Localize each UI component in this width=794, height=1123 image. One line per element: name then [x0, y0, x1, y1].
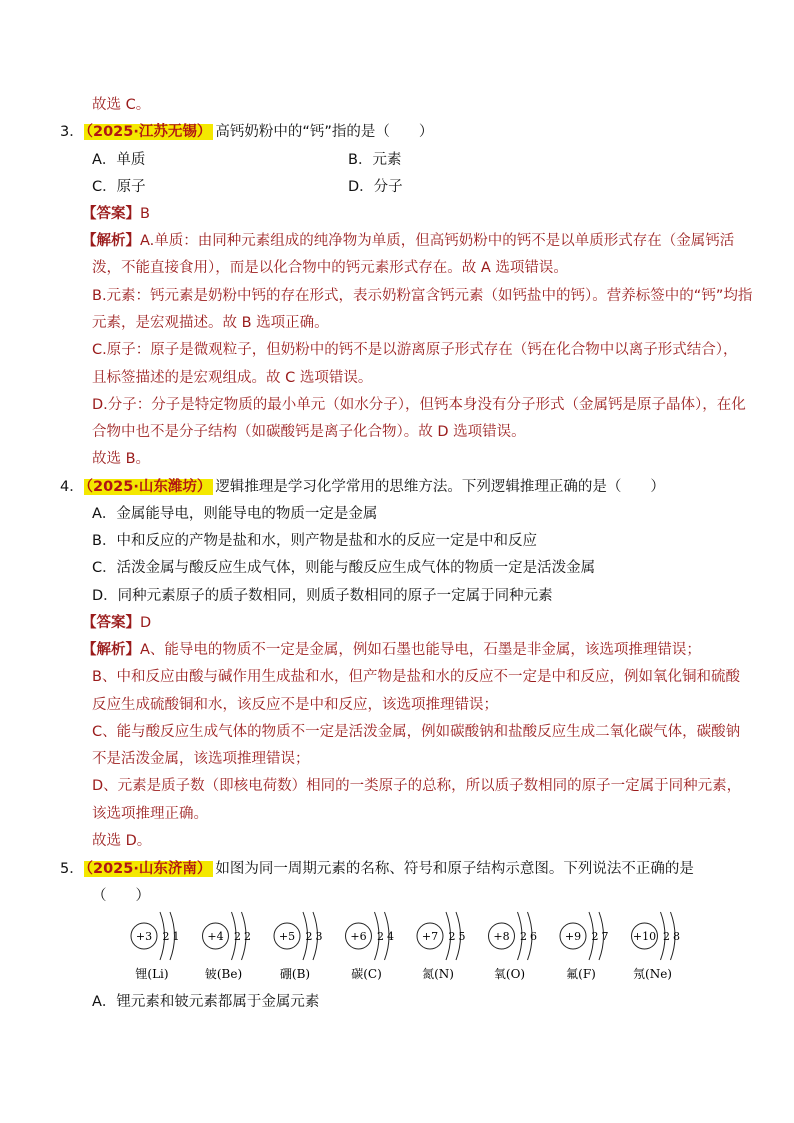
- atom-structure-0: [131, 912, 180, 981]
- shell-electron-count: 2: [448, 930, 456, 943]
- question-4-source-tag: （2025·山东潍坊）: [85, 479, 212, 495]
- shell-electron-count: 2: [377, 930, 384, 943]
- answer-value: D: [140, 615, 152, 631]
- atom-structure-1: [203, 912, 252, 981]
- nucleus-charge: +10: [632, 930, 657, 943]
- shell-electron-count: 2: [244, 930, 251, 943]
- question-5-blank: （ ）: [92, 888, 150, 904]
- shell-electron-count: 2: [162, 930, 170, 943]
- shell-electron-count: 5: [458, 930, 466, 943]
- analysis-label: 【解析】: [82, 642, 140, 658]
- atom-structure-2: [274, 912, 323, 981]
- question-4-option-d: D．同种元素原子的质子数相同，则质子数相同的原子一定属于同种元素: [92, 588, 553, 604]
- prev-conclusion: 故选 C。: [92, 97, 151, 113]
- question-3-option-d: D．分子: [348, 179, 403, 195]
- question-3-option-b: B．元素: [348, 152, 402, 168]
- question-4-option-b: B．中和反应的产物是盐和水，则产物是盐和水的反应一定是中和反应: [92, 533, 537, 549]
- answer-label: 【答案】: [82, 206, 140, 222]
- question-5-option-a: A．锂元素和铍元素都属于金属元素: [92, 994, 320, 1010]
- answer-value: B: [140, 206, 150, 222]
- element-name-label: 硼(B): [279, 967, 311, 981]
- shell-electron-count: 7: [601, 930, 609, 943]
- question-3-analysis-line-7: D.分子：分子是特定物质的最小单元（如水分子），但钙本身没有分子形式（金属钙是原子晶体），在化: [92, 397, 746, 413]
- nucleus-charge: +6: [350, 930, 367, 943]
- shell-electron-count: 2: [663, 930, 670, 943]
- analysis-text: A.单质：由同种元素组成的纯净物为单质，但高钙奶粉中的钙不是以单质形式存在（金属钙活: [140, 233, 735, 249]
- question-3-number: 3．: [60, 124, 84, 140]
- nucleus-charge: +9: [564, 930, 582, 943]
- question-5-stem-line: [60, 859, 694, 879]
- question-5-number: 5．: [60, 861, 84, 877]
- element-name-label: 氟(F): [566, 967, 596, 981]
- question-3-source-tag: （2025·江苏无锡）: [85, 124, 212, 140]
- question-4-analysis-line-6: D、元素是质子数（即核电荷数）相同的一类原子的总称，所以质子数相同的原子一定属于同种元素，: [92, 778, 742, 794]
- question-3-analysis-line-4: 元素，是宏观描述。故 B 选项正确。: [92, 315, 329, 331]
- atomic-structure-diagram: [120, 880, 700, 990]
- question-3-analysis-line-3: B.元素：钙元素是奶粉中钙的存在形式，表示奶粉富含钙元素（如钙盐中的钙）。营养标签中的“钙”均指: [92, 288, 753, 304]
- element-name-label: 铍(Be): [204, 967, 243, 981]
- element-name-label: 碳(C): [351, 967, 382, 981]
- question-4-option-c: C．活泼金属与酸反应生成气体，则能与酸反应生成气体的物质一定是活泼金属: [92, 560, 596, 576]
- atom-structure-7: [632, 912, 681, 981]
- question-3-analysis-line-2: 泼，不能直接食用），而是以化合物中的钙元素形式存在。故 A 选项错误。: [92, 260, 568, 276]
- atom-structure-5: [489, 912, 538, 981]
- element-name-label: 锂(Li): [135, 967, 169, 981]
- question-3-analysis-line-1: [82, 231, 734, 251]
- question-3-analysis-line-5: C.原子：原子是微观粒子，但奶粉中的钙不是以游离原子形式存在（钙在化合物中以离子形式结合），: [92, 342, 738, 358]
- nucleus-charge: +3: [135, 930, 153, 943]
- question-4-analysis-line-3: 反应生成硫酸铜和水，该反应不是中和反应，该选项推理错误；: [92, 697, 498, 713]
- question-3-conclusion: 故选 B。: [92, 451, 151, 467]
- question-4-conclusion: 故选 D。: [92, 833, 152, 849]
- question-4-answer: [82, 613, 151, 633]
- nucleus-charge: +4: [207, 930, 224, 943]
- shell-electron-count: 1: [172, 930, 180, 943]
- question-4-analysis-line-5: 不是活泼金属，该选项推理错误；: [92, 751, 310, 767]
- element-name-label: 氖(Ne): [633, 967, 672, 981]
- question-3-stem-line: [60, 122, 433, 142]
- shell-electron-count: 2: [305, 930, 313, 943]
- question-3-answer: [82, 204, 150, 224]
- nucleus-charge: +7: [421, 930, 439, 943]
- analysis-label: 【解析】: [82, 233, 140, 249]
- analysis-text: A、能导电的物质不一定是金属，例如石墨也能导电，石墨是非金属，该选项推理错误；: [140, 642, 701, 658]
- shell-electron-count: 8: [673, 930, 680, 943]
- question-3-analysis-line-8: 合物中也不是分子结构（如碳酸钙是离子化合物）。故 D 选项错误。: [92, 424, 526, 440]
- question-4-option-a: A．金属能导电，则能导电的物质一定是金属: [92, 506, 378, 522]
- question-4-stem: 逻辑推理是学习化学常用的思维方法。下列逻辑推理正确的是（ ）: [215, 479, 665, 495]
- nucleus-charge: +8: [493, 930, 510, 943]
- shell-electron-count: 2: [520, 930, 527, 943]
- question-3-option-a: A．单质: [92, 152, 146, 168]
- question-4-analysis-line-7: 该选项推理正确。: [92, 806, 208, 822]
- question-5-stem: 如图为同一周期元素的名称、符号和原子结构示意图。下列说法不正确的是: [215, 861, 694, 877]
- atom-structure-4: [417, 912, 466, 981]
- question-3-option-c: C．原子: [92, 179, 146, 195]
- atom-structure-6: [560, 912, 609, 981]
- question-3-analysis-line-6: 且标签描述的是宏观组成。故 C 选项错误。: [92, 370, 373, 386]
- question-4-stem-line: [60, 477, 665, 497]
- question-4-number: 4．: [60, 479, 84, 495]
- shell-electron-count: 3: [315, 930, 323, 943]
- atom-structure-3: [346, 912, 395, 981]
- element-name-label: 氮(N): [422, 967, 454, 981]
- question-4-analysis-line-2: B、中和反应由酸与碱作用生成盐和水，但产物是盐和水的反应不一定是中和反应，例如氧化铜和硫酸: [92, 669, 740, 685]
- question-5-source-tag: （2025·山东济南）: [85, 861, 212, 877]
- shell-electron-count: 4: [387, 930, 394, 943]
- shell-electron-count: 6: [530, 930, 537, 943]
- answer-label: 【答案】: [82, 615, 140, 631]
- question-4-analysis-line-1: [82, 640, 701, 660]
- element-name-label: 氧(O): [493, 967, 526, 981]
- nucleus-charge: +5: [278, 930, 296, 943]
- question-3-stem: 高钙奶粉中的“钙”指的是（ ）: [215, 124, 434, 140]
- shell-electron-count: 2: [234, 930, 241, 943]
- shell-electron-count: 2: [591, 930, 599, 943]
- question-4-analysis-line-4: C、能与酸反应生成气体的物质不一定是活泼金属，例如碳酸钠和盐酸反应生成二氧化碳气体，碳酸钠: [92, 724, 741, 740]
